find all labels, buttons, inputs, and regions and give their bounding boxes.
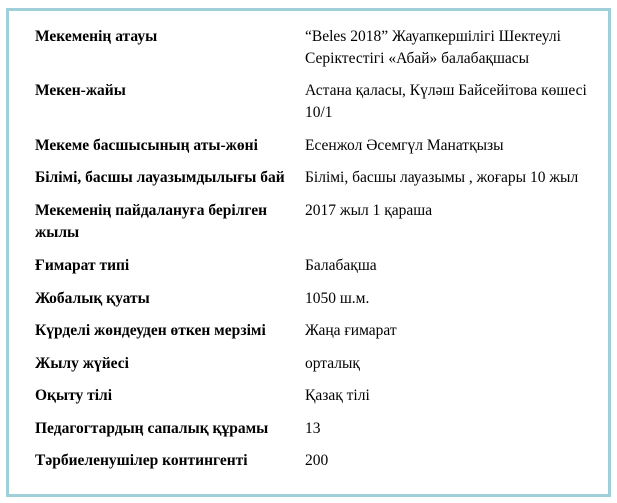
row-value: Қазақ тілі xyxy=(305,387,370,404)
row-value: орталық xyxy=(305,355,360,372)
row-label: Мекеменің пайдалануға берілген жылы xyxy=(35,202,268,241)
row-label: Оқыту тілі xyxy=(35,387,113,404)
row-label: Білімі, басшы лауазымдылығы бай xyxy=(35,169,285,186)
row-label: Мекен-жайы xyxy=(35,82,126,99)
row-value: Жаңа ғимарат xyxy=(305,322,397,339)
table-row xyxy=(27,353,597,385)
row-value: Балабақша xyxy=(305,257,377,274)
table-row xyxy=(27,418,597,450)
institution-info-table xyxy=(27,26,597,480)
row-value: 2017 жыл 1 қараша xyxy=(305,202,433,219)
row-label: Тәрбиеленушілер контингенті xyxy=(35,452,248,469)
row-label: Мекеменің атауы xyxy=(35,28,158,45)
row-value: Білімі, басшы лауазымы , жоғары 10 жыл xyxy=(305,169,579,186)
table-row xyxy=(27,288,597,320)
table-row xyxy=(27,26,597,80)
table-row xyxy=(27,320,597,353)
row-label: Күрделі жөндеуден өткен мерзімі xyxy=(35,322,266,339)
row-value: “Beles 2018” Жауапкершілігі Шектеулі Серіктестігі «Абай» балабақшасы xyxy=(305,28,561,67)
row-label: Педагогтардың сапалық құрамы xyxy=(35,420,269,437)
row-value: Астана қаласы, Күләш Байсейітова көшесі 10/1 xyxy=(305,82,587,121)
table-row xyxy=(27,385,597,418)
row-value: 200 xyxy=(305,452,329,469)
row-label: Жылу жүйесі xyxy=(35,355,129,372)
row-value: 13 xyxy=(305,420,321,437)
table-row xyxy=(27,167,597,200)
row-label: Мекеме басшысының аты-жөні xyxy=(35,137,258,154)
row-label: Ғимарат типі xyxy=(35,257,130,274)
table-row xyxy=(27,80,597,135)
table-row xyxy=(27,450,597,480)
table-row xyxy=(27,255,597,288)
row-value: 1050 ш.м. xyxy=(305,290,370,307)
row-label: Жобалық қуаты xyxy=(35,290,150,307)
table-row xyxy=(27,135,597,167)
row-value: Есенжол Әсемгүл Манатқызы xyxy=(305,137,504,154)
table-row xyxy=(27,200,597,255)
